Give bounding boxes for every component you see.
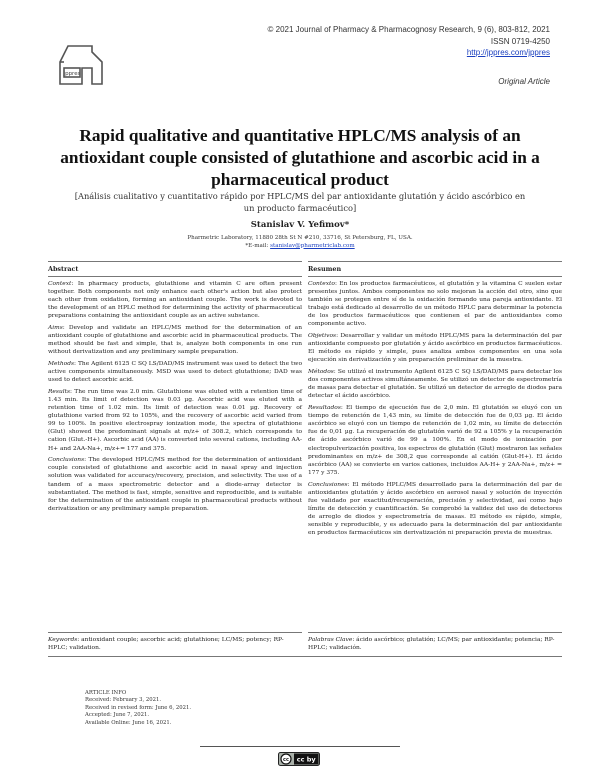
- accepted-date: Accepted: June 7, 2021.: [85, 712, 150, 719]
- resumen-paragraph: [308, 404, 562, 477]
- paragraph-label: Métodos: [308, 369, 334, 376]
- journal-logo: [52, 38, 110, 96]
- palabras-label: Palabras Clave: [308, 637, 353, 643]
- palabras-clave: [308, 636, 562, 652]
- license-text: cc by: [296, 755, 316, 764]
- resumen-paragraph: [308, 332, 562, 364]
- issn: ISSN 0719-4250: [490, 36, 550, 46]
- author-name: Stanislav V. Yefimov*: [250, 220, 350, 230]
- keywords-bottom-rule: [48, 656, 562, 657]
- article-info-heading: ARTICLE INFO: [85, 690, 127, 696]
- cc-by-license-icon[interactable]: [278, 752, 320, 766]
- paragraph-text: : In pharmacy products, glutathione and vitamin C are often present together. Both components not only enhance each other's action but also protect each other from oxidation, forming an antioxidant couple. The work is devoted to the development of an HPLC method for determining the activity of pharmaceutical preparations containing the antioxidant couple as an active substance.: [48, 281, 302, 320]
- keywords-rule: [48, 632, 302, 633]
- abstract-head-rule: [48, 276, 302, 277]
- palabras-text: : ácido ascórbico; glutatión; LC/MS; par antioxidante; potencia; RP-HPLC; validación.: [308, 637, 555, 652]
- online-date: Available Online: June 16, 2021.: [85, 719, 172, 726]
- abstract-body: [48, 280, 302, 517]
- resumen-top-rule: [308, 261, 562, 262]
- paragraph-label: Resultados: [308, 405, 341, 412]
- citation: © 2021 Journal of Pharmacy & Pharmacognosy Research, 9 (6), 803-812, 2021: [267, 25, 550, 34]
- resumen-paragraph: [308, 280, 562, 329]
- received-date: Received: February 3, 2021.: [85, 697, 162, 704]
- journal-header: [268, 24, 551, 87]
- affiliation: [0, 235, 600, 250]
- abstract-paragraph: [48, 360, 302, 384]
- paragraph-text: : The Agilent 6125 C SQ LS/DAD/MS instrument was used to detect the two active components simultaneously. MSD was used to detect glutathione; DAD was used to detect ascorbic acid.: [48, 361, 302, 384]
- paragraph-label: Objetivos: [308, 333, 337, 340]
- article-type: Original Article: [498, 76, 550, 86]
- paragraph-label: Aims: [48, 325, 63, 332]
- resumen-heading: Resumen: [308, 265, 342, 273]
- resumen-paragraph: [308, 481, 562, 538]
- svg-text:cc: cc: [283, 757, 289, 763]
- keywords-text: : antioxidant couple; ascorbic acid; glutathione; LC/MS; potency; RP-HPLC; validation.: [48, 637, 284, 652]
- abstract-heading: Abstract: [48, 265, 79, 273]
- paragraph-text: : The run time was 2.0 min. Glutathione was eluted with a retention time of 1.43 min. Its limit of detection was 0.03 µg. Ascorbic acid was eluted with a retention time of 1.02 min. Its limit of detection was 0.01 µg. Recovery of glutathione varied from 92 to 105%, and the recovery of ascorbic acid varied from 99 to 100%. In positive electrospray ionization mode, the spectra of glutathione (Glut) showed the predominant signals at m/z+ of 308.2, which corresponds to cation (Glut.-H+). Ascorbic acid (AA) is converted into several cations, including AA-H+ and 2AA-Na+, m/z+= 177 and 375.: [48, 388, 302, 452]
- article-subtitle: [Análisis cualitativo y cuantitativo rápido por HPLC/MS del par antioxidante glutatión y ácido ascórbico en un producto farmacéutico]: [74, 191, 526, 213]
- paragraph-label: Contexto: [308, 281, 335, 287]
- paragraph-label: Conclusions: [48, 457, 85, 464]
- paragraph-text: : En los productos farmacéuticos, el glutatión y la vitamina C suelen estar presentes juntos. Ambos componentes no solo mejoran la acción del otro, sino que también se protegen entre sí de la oxidación formando una pareja antioxidante. El trabajo está dedicado al desarrollo de un método HPLC para determinar la potencia de los productos farmacéuticos que contienen el par de antioxidantes como componente activo.: [308, 281, 562, 328]
- article-title: Rapid qualitative and quantitative HPLC/MS analysis of an antioxidant couple consisted of glutathione and ascorbic acid in a pharmaceutical product: [60, 126, 540, 189]
- palabras-rule: [308, 632, 562, 633]
- abstract-paragraph: [48, 280, 302, 320]
- paragraph-text: : El método HPLC/MS desarrollado para la determinación del par de antioxidantes glutatión y ácido ascórbico en aerosol nasal y solución de inyección fue validado por exactitud/recuperación, precisión y selectividad, así como bajo límite de detección y cuantificación. Se comprobó la validez del uso de detectores de arreglo de diodos y espectrometría de masas. El método es rápido, simple, sensible y reproducible, y es adecuado para la determinación del par antioxidante en productos farmacéuticos sin derivatización ni preparación previa de muestras.: [308, 481, 562, 537]
- paragraph-label: Context: [48, 281, 72, 287]
- abstract-paragraph: [48, 324, 302, 356]
- affiliation-address: Pharmetric Laboratory, 11880 28th St N #210, 33716, St Petersburg, FL, USA.: [187, 235, 413, 241]
- paragraph-text: : Desarrollar y validar un método HPLC/MS para la determinación del par antioxidante compuesto por glutatión y ácido ascórbico en productos farmacéuticos. El método es rápido y simple, pues analiza ambos componentes en una sola ejecución sin derivatización y sin preparación preliminar de la muestra.: [308, 333, 562, 364]
- abstract-top-rule: [48, 261, 302, 262]
- keywords-label: Keywords: [48, 637, 78, 643]
- paragraph-text: : The developed HPLC/MS method for the determination of antioxidant couple consisted of glutathione and ascorbic acid in nasal spray and injection solution was validated for accuracy/recovery, precision, and selectivity. The use of a tandem of a mass spectrometric detector and a diode-array detector is substantiated. The method is fast, simple, sensitive and reproducible, and is suitable for the determination of the antioxidant couple in pharmaceutical products without derivatization or any preliminary sample preparation.: [48, 457, 302, 512]
- paragraph-label: Conclusiones: [308, 481, 348, 488]
- revised-date: Received in revised form: June 6, 2021.: [85, 704, 192, 711]
- keywords: [48, 636, 302, 652]
- logo-text: jppres: [63, 71, 81, 77]
- paragraph-text: : El tiempo de ejecución fue de 2,0 min. El glutatión se eluyó con un tiempo de retención de 1,43 min, su límite de detección fue de 0,03 µg. El ácido ascórbico se eluyó con un tiempo de retención de 1,02 min, su límite de detección fue de 0,01 µg. La recuperación de glutatión varió de 92 a 105% y la recuperación de ácido ascórbico varió de 99 a 100%. En el modo de ionización por electropulverización positiva, los espectros de glutatión (Glut) mostraron las señales predominantes en m/z+ de 308,2 que corresponde al catión (Glut-H+). El ácido ascórbico (AA) se convierte en varios cationes, incluidos AA-H+ y 2AA-Na+, m/z+ = 177 y 375.: [308, 405, 562, 476]
- abstract-paragraph: [48, 456, 302, 513]
- resumen-head-rule: [308, 276, 562, 277]
- footer-rule: [200, 746, 400, 747]
- abstract-paragraph: [48, 388, 302, 453]
- email-label: *E-mail:: [245, 242, 271, 249]
- email-link[interactable]: stanislav@pharmetriclab.com: [270, 242, 355, 249]
- paragraph-text: : Se utilizó el instrumento Agilent 6125 C SQ LS/DAD/MS para detectar los dos componentes activos simultáneamente. Se utilizó un detector de espectrometría de masas para detectar el glutatión. Se utilizó un detector de arreglo de diodos para detectar el ácido ascórbico.: [308, 369, 562, 400]
- paragraph-text: : Develop and validate an HPLC/MS method for the determination of an antioxidant couple of glutathione and ascorbic acid in pharmaceutical products. The method should be fast and simple, that is, analyze both components in one run without derivatization and any preliminary sample preparation.: [48, 325, 302, 356]
- article-info: [85, 690, 191, 727]
- paragraph-label: Methods: [48, 361, 75, 368]
- resumen-body: [308, 280, 562, 541]
- resumen-paragraph: [308, 368, 562, 400]
- paragraph-label: Results: [48, 388, 71, 395]
- journal-link[interactable]: http://jppres.com/jppres: [466, 48, 550, 57]
